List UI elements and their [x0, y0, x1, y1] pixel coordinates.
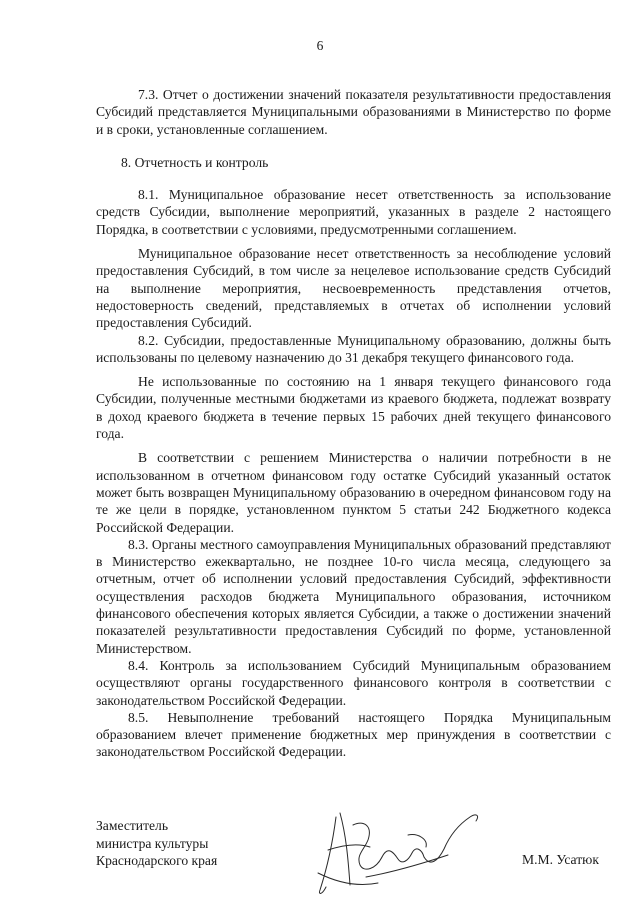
paragraph-7-3: 7.3. Отчет о достижении значений показателя результативности предоставления Субсидий представляется Муниципальными образованиями в Министерство по форме и в сроки, установленные соглашением. [96, 87, 611, 137]
paragraph-8-1: 8.1. Муниципальное образование несет ответственность за использование средств Субсидии, выполнение мероприятий, указанных в разделе 2 настоящего Порядка, в соответствии с условиями, предусмотренными соглашением. [96, 187, 611, 237]
paragraph-8-4: 8.4. Контроль за использованием Субсидий Муниципальным образованием осуществляют органы государственного финансового контроля в соответствии с законодательством Российской Федерации. [96, 657, 611, 708]
paragraph-8-3: 8.3. Органы местного самоуправления Муниципальных образований представляют в Министерство ежеквартально, не позднее 10-го числа месяца, следующего за отчетным, отчет об исполнении условий предоставления Субсидий, эффективности осуществления расходов бюджета Муниципального образования, источником финансового обеспечения которых является Субсидии, а также о достижении значений показателей результативности предоставления Субсидий по форме, установленной Министерством. [96, 536, 611, 656]
document-body [96, 86, 611, 761]
signer-position-line-3: Краснодарского края [96, 853, 218, 868]
page-number: 6 [316, 38, 324, 53]
paragraph-8-2-decision: В соответствии с решением Министерства о наличии потребности в не использованном в отчетном финансовом году остатке Субсидий указанный остаток может быть возвращен Муниципальному образованию в очередном финансовом году на те же цели в порядке, установленном пунктом 5 статьи 242 Бюджетного кодекса Российской Федерации. [96, 450, 611, 535]
signer-name: М.М. Усатюк [522, 852, 599, 867]
signature-block [96, 817, 217, 870]
paragraph-8-5: 8.5. Невыполнение требований настоящего Порядка Муниципальным образованием влечет применение бюджетных мер принуждения в соответствии с законодательством Российской Федерации. [96, 709, 611, 760]
signer-position-line-2: министра культуры [96, 835, 209, 851]
paragraph-8-2: 8.2. Субсидии, предоставленные Муниципальному образованию, должны быть использованы по целевому назначению до 31 декабря текущего финансового года. [96, 332, 611, 365]
handwritten-signature [298, 795, 483, 900]
section-heading-8: 8. Отчетность и контроль [121, 154, 269, 170]
paragraph-8-2-return: Не использованные по состоянию на 1 января текущего финансового года Субсидии, полученные местными бюджетами из краевого бюджета, подлежат возврату в доход краевого бюджета в течение первых 15 рабочих дней текущего финансового года. [96, 374, 611, 442]
paragraph-8-1-responsibility: Муниципальное образование несет ответственность за несоблюдение условий предоставления Субсидий, в том числе за нецелевое использование средств Субсидий на выполнение мероприятия, несвоевременность представления отчетов, недостоверность сведений, представляемых в отчетах об исполнении условий предоставления Субсидий. [96, 246, 611, 331]
signer-position-line-1: Заместитель [96, 818, 169, 833]
